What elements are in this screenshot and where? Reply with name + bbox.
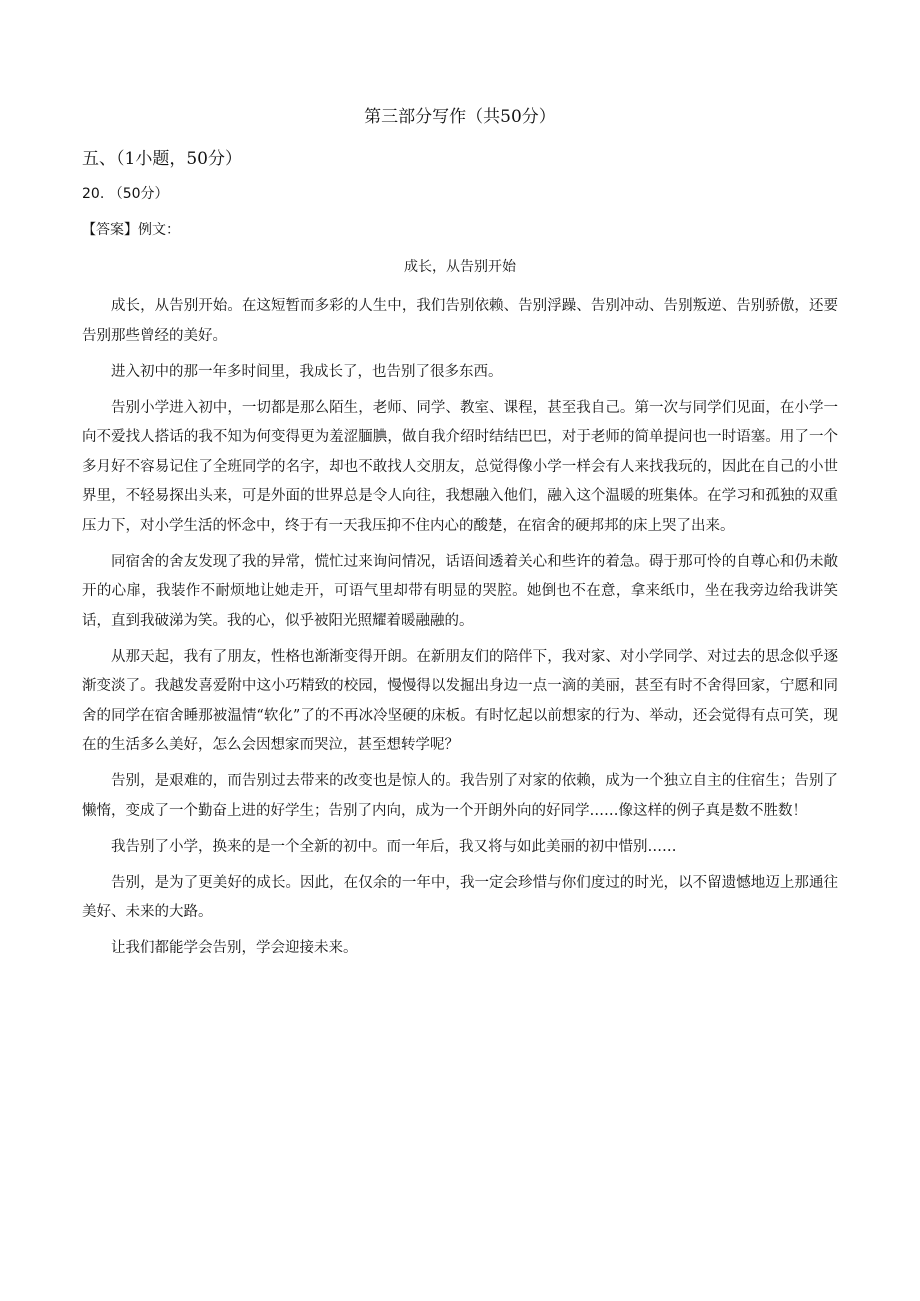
essay-paragraph: 告别小学进入初中，一切都是那么陌生，老师、同学、教室、课程，甚至我自己。第一次与同学们见面，在小学一向不爱找人搭话的我不知为何变得更为羞涩腼腆，做自我介绍时结结巴巴，对于老师的简单提问也一时语塞。用了一个多月好不容易记住了全班同学的名字，却也不敢找人交朋友，总觉得像小学一样会有人来找我玩的，因此在自己的小世界里，不轻易探出头来，可是外面的世界总是令人向往，我想融入他们，融入这个温暖的班集体。在学习和孤独的双重压力下，对小学生活的怀念中，终于有一天我压抑不住内心的酸楚，在宿舍的硬邦邦的床上哭了出来。 [82,399,838,534]
question-number: 20. （50分） [82,186,169,202]
essay-paragraph: 我告别了小学，换来的是一个全新的初中。而一年后，我又将与如此美丽的初中惜别…… [111,838,677,855]
essay-paragraph: 从那天起，我有了朋友，性格也渐渐变得开朗。在新朋友们的陪伴下，我对家、对小学同学、对过去的思念似乎逐渐变淡了。我越发喜爱附中这小巧精致的校园，慢慢得以发掘出身边一点一滴的美丽，甚至有时不舍得回家，宁愿和同舍的同学在宿舍睡那被温情“软化”了的不再冰冷坚硬的床板。有时忆起以前想家的行为、举动，还会觉得有点可笑，现在的生活多么美好，怎么会因想家而哭泣，甚至想转学呢？ [82,648,838,753]
essay-paragraph: 成长，从告别开始。在这短暂而多彩的人生中，我们告别依赖、告别浮躁、告别冲动、告别叛逆、告别骄傲，还要告别那些曾经的美好。 [82,298,838,344]
essay-paragraph: 进入初中的那一年多时间里，我成长了，也告别了很多东西。 [111,363,503,380]
section-heading: 五、（1小题，50分） [82,149,242,169]
essay-title: 成长，从告别开始 [404,259,516,275]
part-title: 第三部分写作（共50分） [364,107,556,127]
answer-label: 【答案】例文： [82,222,180,238]
essay-body [82,292,838,970]
essay-paragraph: 告别，是为了更美好的成长。因此，在仅余的一年中，我一定会珍惜与你们度过的时光，以不留遗憾地迈上那通往美好、未来的大路。 [82,874,838,920]
essay-paragraph: 同宿舍的舍友发现了我的异常，慌忙过来询问情况，话语间透着关心和些许的着急。碍于那可怜的自尊心和仍未敞开的心扉，我装作不耐烦地让她走开，可语气里却带有明显的哭腔。她倒也不在意，拿来纸巾，坐在我旁边给我讲笑话，直到我破涕为笑。我的心，似乎被阳光照耀着暖融融的。 [82,553,838,629]
essay-paragraph: 让我们都能学会告别，学会迎接未来。 [111,940,358,956]
essay-paragraph: 告别，是艰难的，而告别过去带来的改变也是惊人的。我告别了对家的依赖，成为一个独立自主的住宿生；告别了懒惰，变成了一个勤奋上进的好学生；告别了内向，成为一个开朗外向的好同学……像这样的例子真是数不胜数！ [82,773,838,819]
